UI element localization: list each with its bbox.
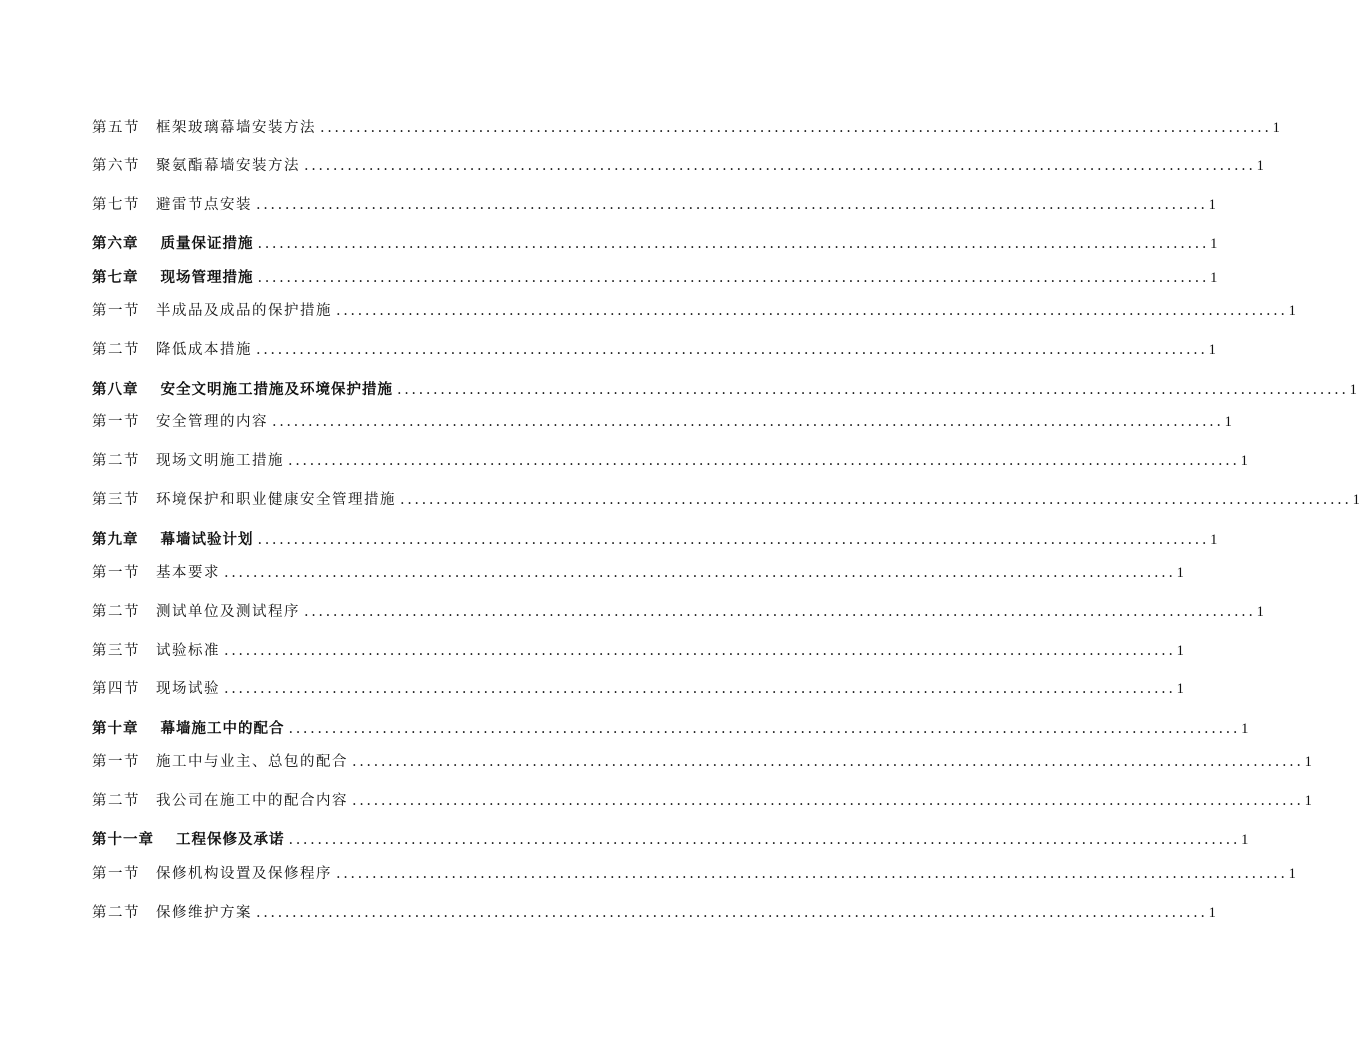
page-number: 1 — [1241, 721, 1249, 737]
page-number: 1 — [1208, 342, 1216, 358]
entry-number: 第九章 — [92, 531, 139, 548]
toc-section-entry — [92, 752, 1312, 772]
entry-number: 第五节 — [92, 120, 140, 136]
page-number: 1 — [1176, 565, 1184, 581]
entry-title: 半成品及成品的保护措施 — [156, 303, 332, 319]
page-number: 1 — [1224, 414, 1232, 430]
page-number: 1 — [1304, 754, 1312, 770]
toc-chapter-entry — [92, 234, 1218, 254]
entry-number: 第十一章 — [92, 831, 154, 848]
entry-number: 第一节 — [92, 414, 140, 430]
page-number: 1 — [1208, 197, 1216, 213]
entry-number: 第二节 — [92, 604, 140, 620]
page-number: 1 — [1241, 832, 1249, 848]
toc-chapter-entry — [92, 830, 1249, 850]
entry-title: 聚氨酯幕墙安装方法 — [156, 158, 300, 174]
toc-chapter-entry — [92, 380, 1357, 400]
dot-leader: .................................................................................................................................... — [288, 832, 1241, 848]
toc-section-entry — [92, 412, 1232, 432]
entry-title: 避雷节点安装 — [156, 197, 252, 213]
entry-number: 第一节 — [92, 754, 140, 770]
dot-leader: .................................................................................................................................... — [336, 303, 1288, 319]
toc-section-entry — [92, 864, 1296, 884]
entry-number: 第十章 — [92, 720, 139, 737]
toc-chapter-entry — [92, 268, 1218, 288]
toc-section-entry — [92, 563, 1184, 583]
dot-leader: .................................................................................................................................... — [256, 905, 1208, 921]
dot-leader: .................................................................................................................................... — [224, 681, 1176, 697]
toc-section-entry — [92, 156, 1264, 176]
dot-leader: .................................................................................................................................... — [288, 721, 1241, 737]
toc-section-entry — [92, 641, 1184, 661]
entry-title: 安全管理的内容 — [156, 414, 268, 430]
page-number: 1 — [1349, 382, 1357, 398]
entry-title: 现场管理措施 — [160, 269, 254, 286]
entry-number: 第二节 — [92, 342, 140, 358]
entry-title: 保修机构设置及保修程序 — [156, 866, 332, 882]
toc-section-entry — [92, 903, 1216, 923]
page-number: 1 — [1210, 236, 1218, 252]
toc-section-entry — [92, 195, 1216, 215]
page-number: 1 — [1256, 158, 1264, 174]
entry-title: 幕墙试验计划 — [160, 531, 254, 548]
entry-number: 第六章 — [92, 235, 139, 252]
entry-number: 第二节 — [92, 793, 140, 809]
page-number: 1 — [1288, 866, 1296, 882]
entry-title: 试验标准 — [156, 643, 220, 659]
dot-leader: .................................................................................................................................... — [256, 342, 1208, 358]
entry-title: 质量保证措施 — [160, 235, 254, 252]
entry-title: 现场试验 — [156, 681, 220, 697]
dot-leader: .................................................................................................................................... — [400, 492, 1352, 508]
entry-number: 第七章 — [92, 269, 139, 286]
page-number: 1 — [1288, 303, 1296, 319]
toc-section-entry — [92, 679, 1184, 699]
dot-leader: .................................................................................................................................... — [397, 382, 1349, 398]
page-number: 1 — [1256, 604, 1264, 620]
entry-number: 第二节 — [92, 905, 140, 921]
toc-chapter-entry — [92, 719, 1249, 739]
toc-section-entry — [92, 301, 1296, 321]
page-number: 1 — [1240, 453, 1248, 469]
dot-leader: .................................................................................................................................... — [256, 197, 1208, 213]
entry-title: 测试单位及测试程序 — [156, 604, 300, 620]
entry-title: 工程保修及承诺 — [176, 831, 285, 848]
page-number: 1 — [1210, 532, 1218, 548]
dot-leader: .................................................................................................................................... — [336, 866, 1288, 882]
entry-number: 第二节 — [92, 453, 140, 469]
entry-number: 第一节 — [92, 565, 140, 581]
dot-leader: .................................................................................................................................... — [257, 532, 1210, 548]
page-number: 1 — [1176, 643, 1184, 659]
entry-title: 环境保护和职业健康安全管理措施 — [156, 492, 396, 508]
dot-leader: .................................................................................................................................... — [352, 793, 1304, 809]
dot-leader: .................................................................................................................................... — [288, 453, 1240, 469]
dot-leader: .................................................................................................................................... — [304, 158, 1256, 174]
toc-section-entry — [92, 118, 1280, 138]
entry-title: 降低成本措施 — [156, 342, 252, 358]
toc-section-entry — [92, 340, 1216, 360]
entry-title: 基本要求 — [156, 565, 220, 581]
page-number: 1 — [1352, 492, 1360, 508]
toc-chapter-entry — [92, 530, 1218, 550]
toc-section-entry — [92, 602, 1264, 622]
toc-section-entry — [92, 791, 1312, 811]
entry-number: 第六节 — [92, 158, 140, 174]
toc-section-entry — [92, 490, 1360, 510]
page-number: 1 — [1210, 270, 1218, 286]
entry-title: 保修维护方案 — [156, 905, 252, 921]
dot-leader: .................................................................................................................................... — [224, 643, 1176, 659]
entry-number: 第三节 — [92, 643, 140, 659]
entry-number: 第四节 — [92, 681, 140, 697]
page-number: 1 — [1176, 681, 1184, 697]
entry-number: 第一节 — [92, 303, 140, 319]
toc-section-entry — [92, 451, 1248, 471]
entry-title: 幕墙施工中的配合 — [160, 720, 285, 737]
page-number: 1 — [1272, 120, 1280, 136]
entry-number: 第七节 — [92, 197, 140, 213]
dot-leader: .................................................................................................................................... — [257, 236, 1210, 252]
dot-leader: .................................................................................................................................... — [224, 565, 1176, 581]
entry-number: 第一节 — [92, 866, 140, 882]
entry-title: 我公司在施工中的配合内容 — [156, 793, 348, 809]
entry-title: 施工中与业主、总包的配合 — [156, 754, 348, 770]
dot-leader: .................................................................................................................................... — [320, 120, 1272, 136]
page-number: 1 — [1208, 905, 1216, 921]
dot-leader: .................................................................................................................................... — [272, 414, 1224, 430]
entry-title: 现场文明施工措施 — [156, 453, 284, 469]
dot-leader: .................................................................................................................................... — [304, 604, 1256, 620]
dot-leader: .................................................................................................................................... — [352, 754, 1304, 770]
dot-leader: .................................................................................................................................... — [257, 270, 1210, 286]
entry-title: 安全文明施工措施及环境保护措施 — [160, 381, 393, 398]
page-number: 1 — [1304, 793, 1312, 809]
entry-number: 第八章 — [92, 381, 139, 398]
entry-number: 第三节 — [92, 492, 140, 508]
entry-title: 框架玻璃幕墙安装方法 — [156, 120, 316, 136]
table-of-contents — [92, 0, 1360, 1052]
